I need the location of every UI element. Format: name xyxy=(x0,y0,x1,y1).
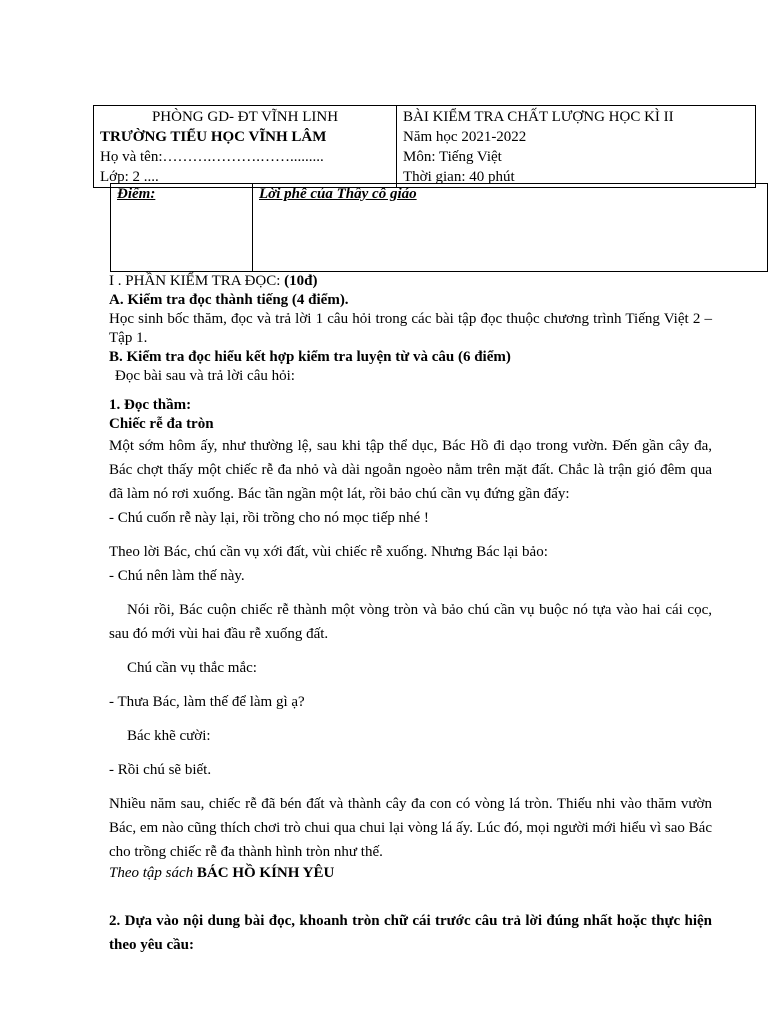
teacher-comment-cell xyxy=(253,184,768,272)
teacher-comment-label: Lời phê của Thầy cô giáo xyxy=(259,186,417,202)
reading-label: 1. Đọc thầm: xyxy=(109,397,192,413)
exam-info-cell xyxy=(397,106,756,188)
exam-title: BÀI KIỂM TRA CHẤT LƯỢNG HỌC KÌ II xyxy=(403,109,674,125)
exam-body xyxy=(109,272,712,957)
header-table xyxy=(93,105,756,188)
school-year: Năm học 2021-2022 xyxy=(403,129,527,145)
student-name-line: Họ và tên:……….……….……......... xyxy=(100,149,324,165)
story-paragraph: Nói rồi, Bác cuộn chiếc rễ thành một vòng tròn và bảo chú cần vụ buộc nó tựa vào hai cái cọc, sau đó mới vùi hai đầu rễ xuống đất. xyxy=(109,602,712,642)
story-paragraph: - Chú nên làm thế này. xyxy=(109,568,245,584)
part-b-instruction: Đọc bài sau và trả lời câu hỏi: xyxy=(115,368,295,384)
story-paragraph: Nhiều năm sau, chiếc rễ đã bén đất và thành cây đa con có vòng lá tròn. Thiếu nhi vào thăm vườn Bác, em nào cũng thích chơi trò chui qua chui lại vòng lá ấy. Lúc đó, mọi người mới hiểu vì sao Bác cho trồng chiếc rễ đa thành hình tròn như thế. xyxy=(109,796,712,860)
duration: Thời gian: 40 phút xyxy=(403,169,515,185)
story-paragraph: - Chú cuốn rễ này lại, rồi trồng cho nó mọc tiếp nhé ! xyxy=(109,510,429,526)
story-paragraph: Bác khẽ cười: xyxy=(127,728,211,744)
story-paragraph: Theo lời Bác, chú cần vụ xới đất, vùi chiếc rễ xuống. Nhưng Bác lại bảo: xyxy=(109,544,548,560)
story-title: Chiếc rễ đa tròn xyxy=(109,416,214,432)
story-paragraph: Một sớm hôm ấy, như thường lệ, sau khi tập thể dục, Bác Hồ đi dạo trong vườn. Đến gần cây đa, Bác chợt thấy một chiếc rễ đa nhỏ và dài ngoằn ngoèo nằm trên mặt đất. Chắc là trận gió đêm qua đã làm nó rơi xuống. Bác tần ngần một lát, rồi bảo chú cần vụ đứng gần đấy: xyxy=(109,438,712,502)
part-b-title: B. Kiểm tra đọc hiểu kết hợp kiểm tra luyện từ và câu (6 điểm) xyxy=(109,349,511,365)
section-heading: I . PHẦN KIỂM TRA ĐỌC: (10đ) xyxy=(109,273,318,289)
story-paragraph: - Rồi chú sẽ biết. xyxy=(109,762,212,778)
question-2: 2. Dựa vào nội dung bài đọc, khoanh tròn chữ cái trước câu trả lời đúng nhất hoặc thực hiện theo yêu cầu: xyxy=(109,913,712,953)
part-a-title: A. Kiểm tra đọc thành tiếng (4 điểm). xyxy=(109,292,349,308)
story-paragraph: - Thưa Bác, làm thế để làm gì ạ? xyxy=(109,694,305,710)
story-paragraph: Chú cần vụ thắc mắc: xyxy=(127,660,257,676)
class-line: Lớp: 2 .... xyxy=(100,169,159,185)
school-info-cell xyxy=(94,106,397,188)
part-a-text: Học sinh bốc thăm, đọc và trả lời 1 câu hỏi trong các bài tập đọc thuộc chương trình Tiếng Việt 2 – Tập 1. xyxy=(109,311,712,346)
subject: Môn: Tiếng Việt xyxy=(403,149,502,165)
story-source: Theo tập sách BÁC HỒ KÍNH YÊU xyxy=(109,865,335,881)
department-name: PHÒNG GD- ĐT VĨNH LINH xyxy=(151,109,339,125)
score-table xyxy=(110,183,768,272)
school-name: TRƯỜNG TIỂU HỌC VĨNH LÂM xyxy=(100,129,327,145)
score-label: Điểm: xyxy=(117,186,156,202)
score-cell xyxy=(111,184,253,272)
